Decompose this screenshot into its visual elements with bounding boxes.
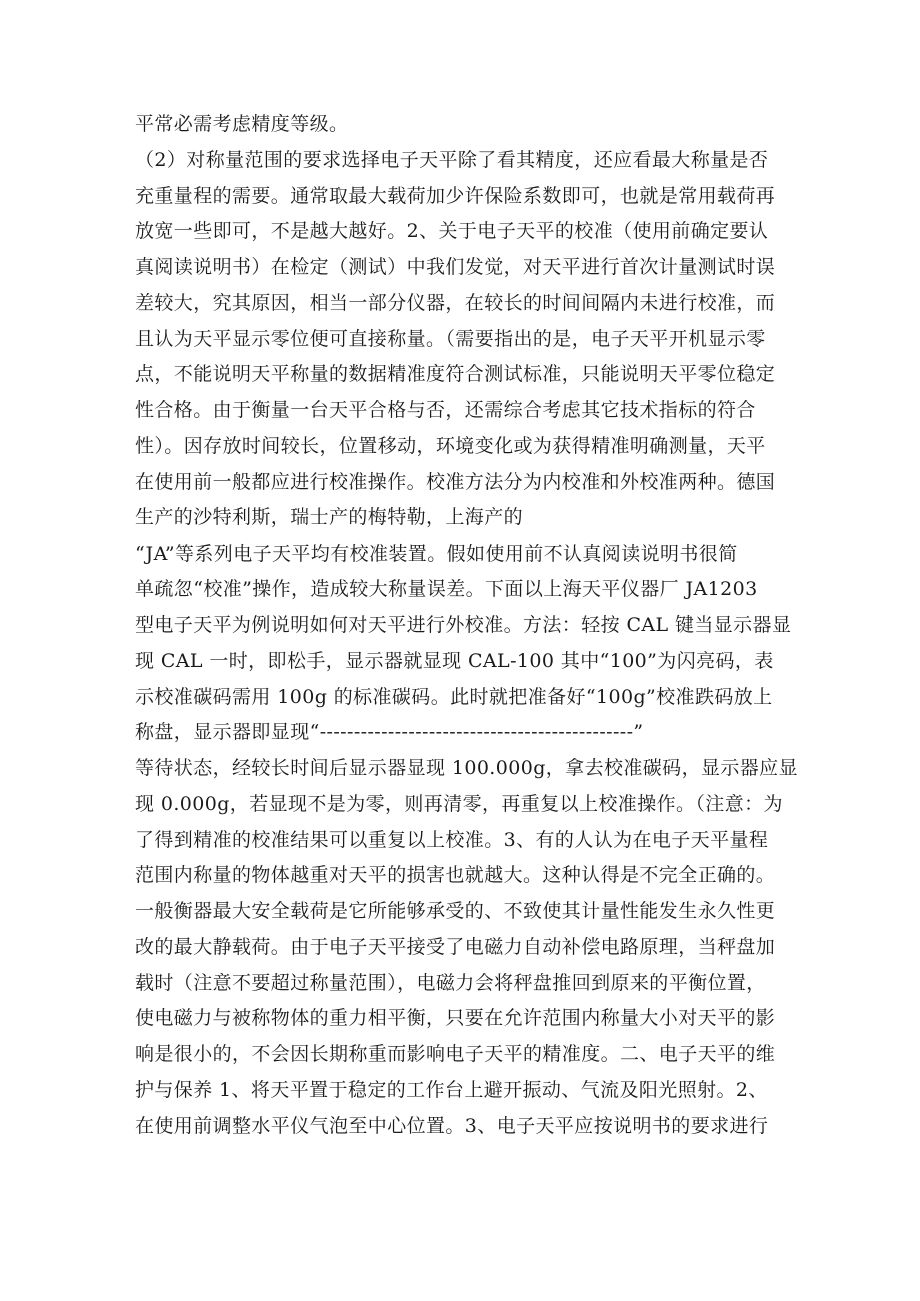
text-line: 现 0.000g，若显现不是为零，则再清零，再重复以上校准操作。（注意：为 [135,793,783,815]
text-line: 性合格。由于衡量一台天平合格与否，还需综合考虑其它技术指标的符合 [135,399,756,421]
text-line: 真阅读说明书）在检定（测试）中我们发觉，对天平进行首次计量测试时误 [135,256,776,278]
text-line: 改的最大静载荷。由于电子天平接受了电磁力自动补偿电路原理，当秤盘加 [135,936,776,958]
text-line: 载时（注意不要超过称量范围），电磁力会将秤盘推回到原来的平衡位置， [135,972,766,994]
text-line: 示校准碳码需用 100g 的标准碳码。此时就把准备好“100g”校准跌码放上 [135,686,773,708]
text-line: 单疏忽“校准”操作，造成较大称量误差。下面以上海天平仪器厂 JA1203 [135,578,758,600]
text-line: 一般衡器最大安全载荷是它所能够承受的、不致使其计量性能发生永久性更 [135,900,776,922]
text-line: 范围内称量的物体越重对天平的损害也就越大。这种认得是不完全正确的。 [135,864,776,886]
text-line: 了得到精准的校准结果可以重复以上校准。3、有的人认为在电子天平量程 [135,829,769,851]
text-line: 型电子天平为例说明如何对天平进行外校准。方法：轻按 CAL 键当显示器显 [135,614,792,636]
text-line: 平常必需考虑精度等级。 [135,113,349,135]
text-line: 现 CAL 一时，即松手，显示器就显现 CAL-100 其中“100”为闪亮码，表 [135,650,774,672]
text-line: 在使用前一般都应进行校准操作。校准方法分为内校准和外校准两种。德国 [135,471,776,493]
text-line: 等待状态，经较长时间后显示器显现 100.000g，拿去校准碳码，显示器应显 [135,757,798,779]
text-line: 生产的沙特利斯，瑞士产的梅特勒，上海产的 [135,506,524,528]
text-line: 且认为天平显示零位便可直接称量。（需要指出的是，电子天平开机显示零 [135,328,766,350]
text-line: 称盘，显示器即显现“----------------------------------------------” [135,721,644,743]
text-line: 护与保养 1、将天平置于稳定的工作台上避开振动、气流及阳光照射。2、 [135,1079,768,1101]
text-line: 性）。因存放时间较长，位置移动，环境变化或为获得精准明确测量，天平 [135,435,766,457]
text-line: （2）对称量范围的要求选择电子天平除了看其精度，还应看最大称量是否 [135,149,769,171]
text-line: “JA”等系列电子天平均有校准装置。假如使用前不认真阅读说明书很简 [135,543,738,565]
text-line: 充重量程的需要。通常取最大载荷加少许保险系数即可，也就是常用载荷再 [135,185,776,207]
text-line: 在使用前调整水平仪气泡至中心位置。3、电子天平应按说明书的要求进行 [135,1115,769,1137]
text-line: 差较大，究其原因，相当一部分仪器，在较长的时间间隔内未进行校准，而 [135,292,776,314]
text-line: 放宽一些即可，不是越大越好。2、关于电子天平的校准（使用前确定要认 [135,220,769,242]
text-line: 点，不能说明天平称量的数据精准度符合测试标准，只能说明天平零位稳定 [135,363,776,385]
text-line: 使电磁力与被称物体的重力相平衡，只要在允许范围内称量大小对天平的影 [135,1007,776,1029]
text-line: 响是很小的，不会因长期称重而影响电子天平的精准度。二、电子天平的维 [135,1043,776,1065]
